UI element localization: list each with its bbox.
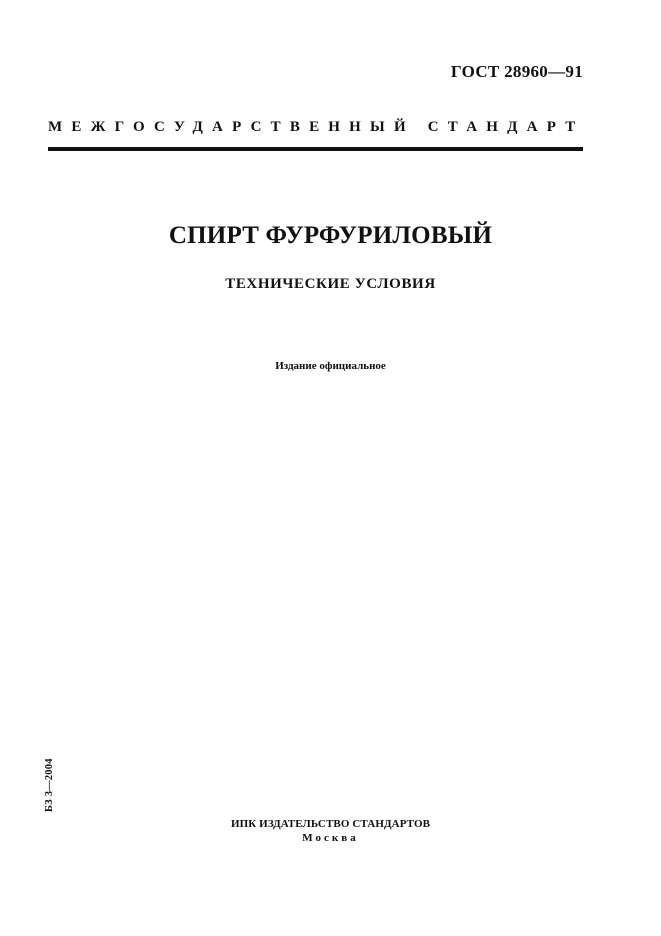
publisher-city: Москва <box>302 832 359 844</box>
publisher-name: ИПК ИЗДАТЕЛЬСТВО СТАНДАРТОВ <box>230 818 431 830</box>
edition-label: Издание официальное <box>275 360 386 372</box>
document-title: СПИРТ ФУРФУРИЛОВЫЙ <box>168 222 493 249</box>
standard-type-heading: МЕЖГОСУДАРСТВЕННЫЙ СТАНДАРТ <box>48 119 585 135</box>
document-subtitle: ТЕХНИЧЕСКИЕ УСЛОВИЯ <box>225 276 436 292</box>
document-number: ГОСТ 28960—91 <box>450 62 583 81</box>
side-registration-note: БЗ 3—2004 <box>44 758 55 812</box>
header-divider <box>48 147 583 151</box>
